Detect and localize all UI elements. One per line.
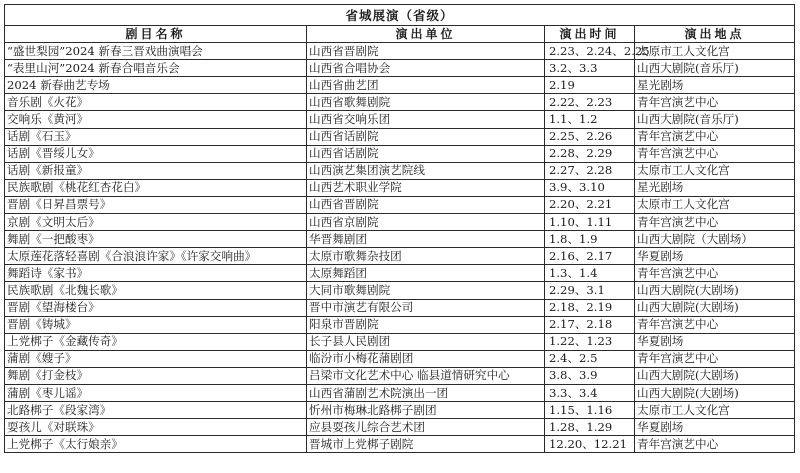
program-name-cell: 上党梆子《太行娘亲》 [5, 436, 307, 453]
performer-cell: 山西演艺集团演艺院线 [307, 162, 545, 179]
table-row [5, 162, 795, 179]
program-name-cell: 2024 新春曲艺专场 [5, 77, 307, 94]
performer-cell: 晋城市上党梆子剧院 [307, 436, 545, 453]
table-row [5, 384, 795, 401]
venue-cell: 太原市工人文化宫 [635, 43, 795, 60]
table-row [5, 419, 795, 436]
venue-cell: 青年宫演艺中心 [635, 436, 795, 453]
table-body [5, 43, 795, 453]
performance-table-container [4, 4, 794, 453]
header-venue: 演出地点 [635, 26, 795, 43]
table-row [5, 196, 795, 213]
venue-cell: 青年宫演艺中心 [635, 214, 795, 231]
time-cell: 1.8、1.9 [545, 231, 635, 248]
performer-cell: 山西省蒲剧艺术院演出一团 [307, 384, 545, 401]
section-title: 省城展演（省级） [5, 5, 795, 26]
time-cell: 1.22、1.23 [545, 333, 635, 350]
performer-cell: 山西省话剧院 [307, 128, 545, 145]
program-name-cell: 蒲剧《枣儿谣》 [5, 384, 307, 401]
table-row [5, 265, 795, 282]
table-row [5, 402, 795, 419]
table-row [5, 436, 795, 453]
venue-cell: 山西大剧院（大剧场） [635, 231, 795, 248]
performer-cell: 山西省晋剧院 [307, 196, 545, 213]
venue-cell: 山西大剧院(大剧场) [635, 282, 795, 299]
time-cell: 3.2、3.3 [545, 60, 635, 77]
program-name-cell: 晋剧《铸城》 [5, 316, 307, 333]
venue-cell: 山西大剧院(大剧场) [635, 384, 795, 401]
venue-cell: 山西大剧院(音乐厅) [635, 111, 795, 128]
performer-cell: 临汾市小梅花蒲剧团 [307, 350, 545, 367]
time-cell: 2.27、2.28 [545, 162, 635, 179]
venue-cell: 青年宫演艺中心 [635, 94, 795, 111]
performer-cell: 山西省晋剧院 [307, 43, 545, 60]
header-program-name: 剧目名称 [5, 26, 307, 43]
table-row [5, 333, 795, 350]
performer-cell: 山西省京剧院 [307, 214, 545, 231]
table-row [5, 231, 795, 248]
venue-cell: 星光剧场 [635, 77, 795, 94]
program-name-cell: 耍孩儿《对联珠》 [5, 419, 307, 436]
time-cell: 1.3、1.4 [545, 265, 635, 282]
program-name-cell: “盛世梨园”2024 新春三晋戏曲演唱会 [5, 43, 307, 60]
performer-cell: 山西省交响乐团 [307, 111, 545, 128]
venue-cell: 星光剧场 [635, 179, 795, 196]
time-cell: 2.29、3.1 [545, 282, 635, 299]
performer-cell: 大同市歌舞剧院 [307, 282, 545, 299]
performer-cell: 晋中市演艺有限公司 [307, 299, 545, 316]
venue-cell: 太原市工人文化宫 [635, 402, 795, 419]
table-row [5, 350, 795, 367]
time-cell: 3.9、3.10 [545, 179, 635, 196]
venue-cell: 华夏剧场 [635, 333, 795, 350]
table-row [5, 316, 795, 333]
time-cell: 12.20、12.21 [545, 436, 635, 453]
time-cell: 1.1、1.2 [545, 111, 635, 128]
program-name-cell: 晋剧《望海楼台》 [5, 299, 307, 316]
performer-cell: 阳泉市晋剧院 [307, 316, 545, 333]
venue-cell: 太原市工人文化宫 [635, 162, 795, 179]
table-row [5, 214, 795, 231]
program-name-cell: “表里山河”2024 新春合唱音乐会 [5, 60, 307, 77]
performer-cell: 华晋舞剧团 [307, 231, 545, 248]
time-cell: 1.28、1.29 [545, 419, 635, 436]
time-cell: 2.16、2.17 [545, 248, 635, 265]
venue-cell: 青年宫演艺中心 [635, 128, 795, 145]
venue-cell: 青年宫演艺中心 [635, 316, 795, 333]
time-cell: 2.4、2.5 [545, 350, 635, 367]
table-row [5, 77, 795, 94]
table-row [5, 111, 795, 128]
table-row [5, 282, 795, 299]
table-row [5, 367, 795, 384]
venue-cell: 华夏剧场 [635, 419, 795, 436]
time-cell: 2.22、2.23 [545, 94, 635, 111]
time-cell: 3.8、3.9 [545, 367, 635, 384]
time-cell: 2.17、2.18 [545, 316, 635, 333]
header-row [5, 26, 795, 43]
time-cell: 1.10、1.11 [545, 214, 635, 231]
program-name-cell: 舞剧《打金枝》 [5, 367, 307, 384]
venue-cell: 华夏剧场 [635, 248, 795, 265]
table-row [5, 128, 795, 145]
venue-cell: 青年宫演艺中心 [635, 265, 795, 282]
table-row [5, 60, 795, 77]
venue-cell: 青年宫演艺中心 [635, 350, 795, 367]
table-row [5, 248, 795, 265]
table-title-row [5, 5, 795, 26]
program-name-cell: 音乐剧《火花》 [5, 94, 307, 111]
time-cell: 2.25、2.26 [545, 128, 635, 145]
program-name-cell: 舞剧《一把酸枣》 [5, 231, 307, 248]
time-cell: 2.28、2.29 [545, 145, 635, 162]
time-cell: 2.18、2.19 [545, 299, 635, 316]
performer-cell: 太原舞蹈团 [307, 265, 545, 282]
performer-cell: 山西省歌舞剧院 [307, 94, 545, 111]
program-name-cell: 北路梆子《段家湾》 [5, 402, 307, 419]
header-performer: 演出单位 [307, 26, 545, 43]
performer-cell: 吕梁市文化艺术中心 临县道情研究中心 [307, 367, 545, 384]
venue-cell: 山西大剧院(音乐厅) [635, 60, 795, 77]
time-cell: 1.15、1.16 [545, 402, 635, 419]
time-cell: 2.20、2.21 [545, 196, 635, 213]
program-name-cell: 话剧《石玉》 [5, 128, 307, 145]
time-cell: 2.19 [545, 77, 635, 94]
program-name-cell: 民族歌剧《桃花红杏花白》 [5, 179, 307, 196]
program-name-cell: 蒲剧《嫂子》 [5, 350, 307, 367]
venue-cell: 太原市工人文化宫 [635, 196, 795, 213]
performer-cell: 山西省话剧院 [307, 145, 545, 162]
program-name-cell: 话剧《新报童》 [5, 162, 307, 179]
table-row [5, 299, 795, 316]
program-name-cell: 话剧《晋绥儿女》 [5, 145, 307, 162]
table-row [5, 43, 795, 60]
time-cell: 2.23、2.24、2.25 [545, 43, 635, 60]
performance-table [4, 4, 795, 453]
performer-cell: 山西省合唱协会 [307, 60, 545, 77]
venue-cell: 山西大剧院(大剧场) [635, 367, 795, 384]
program-name-cell: 太原莲花落轻喜剧《合浪浪许家》《许家交响曲》 [5, 248, 307, 265]
venue-cell: 山西大剧院(大剧场) [635, 299, 795, 316]
program-name-cell: 舞蹈诗《家书》 [5, 265, 307, 282]
performer-cell: 山西艺术职业学院 [307, 179, 545, 196]
program-name-cell: 民族歌剧《北魏长歌》 [5, 282, 307, 299]
program-name-cell: 晋剧《日昇昌票号》 [5, 196, 307, 213]
program-name-cell: 京剧《文明太后》 [5, 214, 307, 231]
program-name-cell: 上党梆子《金藏传奇》 [5, 333, 307, 350]
table-row [5, 94, 795, 111]
performer-cell: 应县耍孩儿综合艺术团 [307, 419, 545, 436]
performer-cell: 山西省曲艺团 [307, 77, 545, 94]
venue-cell: 青年宫演艺中心 [635, 145, 795, 162]
performer-cell: 长子县人民剧团 [307, 333, 545, 350]
table-row [5, 145, 795, 162]
performer-cell: 太原市歌舞杂技团 [307, 248, 545, 265]
table-row [5, 179, 795, 196]
performer-cell: 忻州市梅琳北路梆子剧团 [307, 402, 545, 419]
header-time: 演出时间 [545, 26, 635, 43]
program-name-cell: 交响乐《黄河》 [5, 111, 307, 128]
time-cell: 3.3、3.4 [545, 384, 635, 401]
